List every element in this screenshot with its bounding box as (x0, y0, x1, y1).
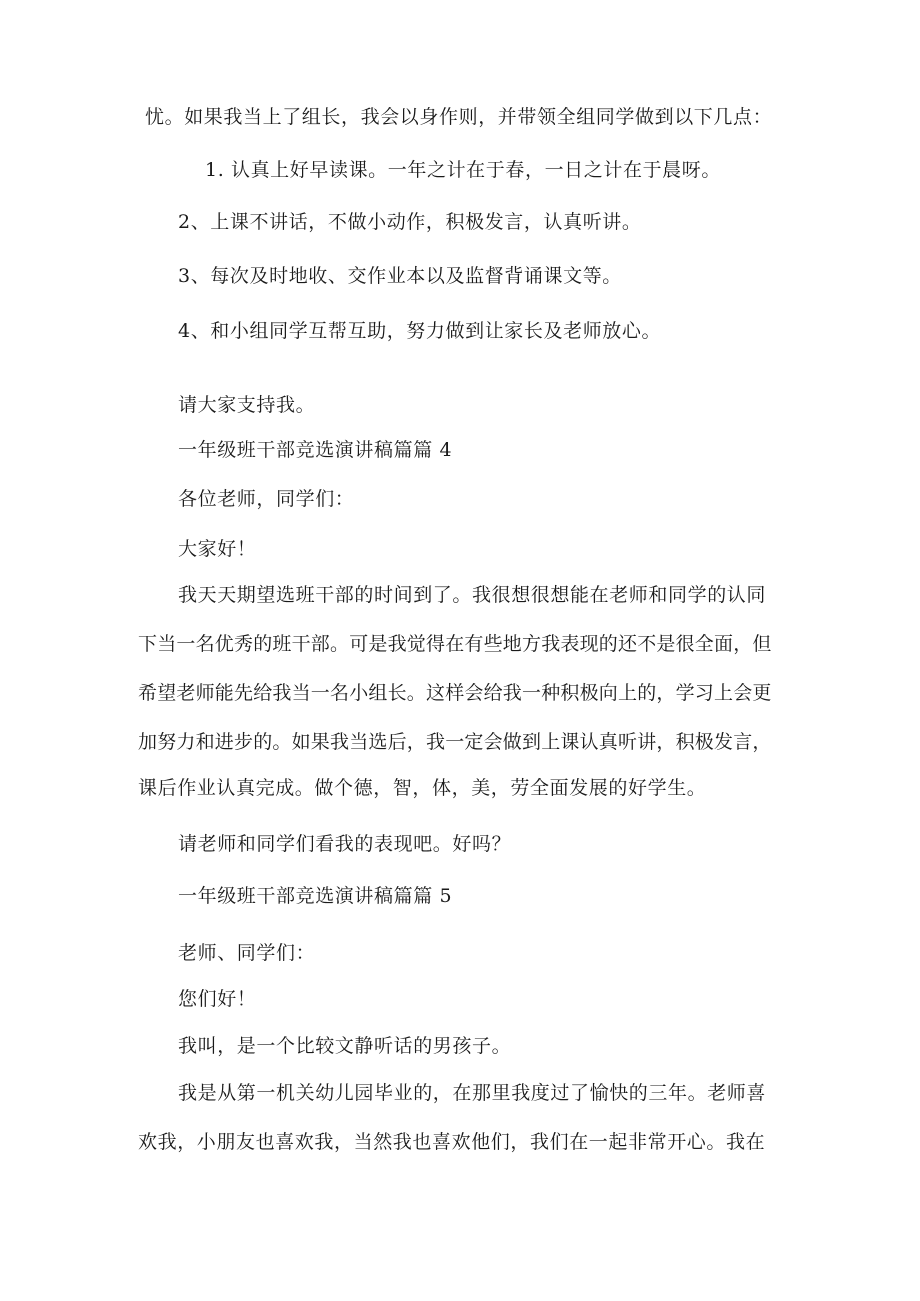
list-item-4: 4、和小组同学互帮互助，努力做到让家长及老师放心。 (178, 320, 662, 342)
list-item-1: 1. 认真上好早读课。一年之计在于春，一日之计在于晨呀。 (205, 159, 721, 181)
body-paragraph-line: 希望老师能先给我当一名小组长。这样会给我一种积极向上的，学习上会更 (138, 682, 772, 704)
list-item-2: 2、上课不讲话，不做小动作，积极发言，认真听讲。 (178, 211, 642, 233)
body-paragraph-line: 我天天期望选班干部的时间到了。我很想很想能在老师和同学的认同 (178, 584, 767, 606)
salutation: 老师、同学们： (178, 942, 316, 964)
greeting: 您们好！ (178, 988, 257, 1010)
body-paragraph-line: 加努力和进步的。如果我当选后，我一定会做到上课认真听讲，积极发言， (138, 731, 772, 753)
list-item-3: 3、每次及时地收、交作业本以及监督背诵课文等。 (178, 265, 622, 287)
body-paragraph-line: 欢我，小朋友也喜欢我，当然我也喜欢他们，我们在一起非常开心。我在 (138, 1131, 766, 1153)
paragraph-line-continuation: 忧。如果我当上了组长，我会以身作则，并带领全组同学做到以下几点： (145, 106, 773, 128)
section-heading-4: 一年级班干部竞选演讲稿篇篇 4 (178, 439, 453, 461)
body-paragraph-line: 下当一名优秀的班干部。可是我觉得在有些地方我表现的还不是很全面，但 (138, 633, 772, 655)
salutation: 各位老师，同学们： (178, 488, 355, 510)
body-paragraph-line: 我是从第一机关幼儿园毕业的，在那里我度过了愉快的三年。老师喜 (178, 1082, 767, 1104)
closing-sentence: 请大家支持我。 (178, 394, 316, 416)
section-heading-5: 一年级班干部竞选演讲稿篇篇 5 (178, 885, 453, 907)
body-paragraph-line: 我叫，是一个比较文静听话的男孩子。 (178, 1035, 512, 1057)
body-paragraph-line: 课后作业认真完成。做个德，智，体，美，劳全面发展的好学生。 (138, 777, 707, 799)
greeting: 大家好！ (178, 538, 257, 560)
closing-sentence: 请老师和同学们看我的表现吧。好吗？ (178, 833, 512, 855)
